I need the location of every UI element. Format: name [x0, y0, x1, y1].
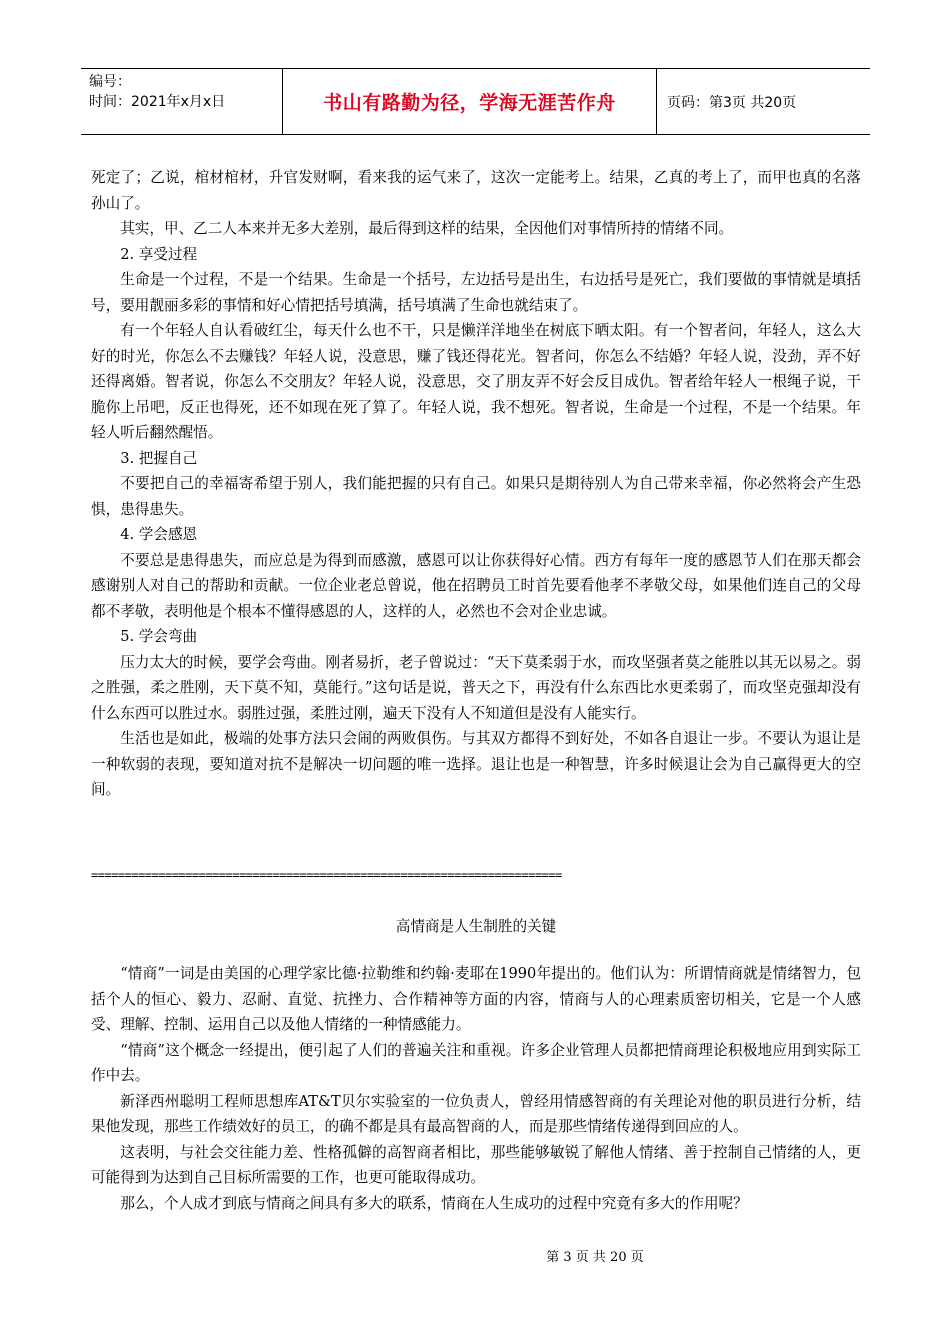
section2-body	[91, 961, 861, 1216]
divider-line: ======================================================================	[91, 868, 562, 882]
paragraph: “情商”这个概念一经提出，便引起了人们的普遍关注和重视。许多企业管理人员都把情商理论积极地应用到实际工作中去。	[91, 1041, 861, 1084]
paragraph: 有一个年轻人自认看破红尘，每天什么也不干，只是懒洋洋地坐在树底下晒太阳。有一个智者问，年轻人，这么大好的时光，你怎么不去赚钱？年轻人说，没意思，赚了钱还得花光。智者问，你怎么不结婚？年轻人说，没劲，弄不好还得离婚。智者说，你怎么不交朋友？年轻人说，没意思，交了朋友弄不好会反目成仇。智者给年轻人一根绳子说，干脆你上吊吧，反正也得死，还不如现在死了算了。年轻人说，我不想死。智者说，生命是一个过程，不是一个结果。年轻人听后翻然醒悟。	[91, 322, 861, 441]
section-heading: 5. 学会弯曲	[120, 628, 198, 645]
paragraph: 新泽西州聪明工程师思想库AT&T贝尔实验室的一位负责人，曾经用情感智商的有关理论对他的职员进行分析，结果他发现，那些工作绩效好的员工，的确不都是具有最高智商的人，而是那些情绪传递得到回应的人。	[91, 1092, 861, 1135]
paragraph: 生活也是如此，极端的处事方法只会闹的两败俱伤。与其双方都得不到好处，不如各自退让一步。不要认为退让是一种软弱的表现，要知道对抗不是解决一切问题的唯一选择。退让也是一种智慧，许多时候退让会为自己赢得更大的空间。	[91, 730, 861, 798]
paragraph: 不要把自己的幸福寄希望于别人，我们能把握的只有自己。如果只是期待别人为自己带来幸福，你必然将会产生恐惧，患得患失。	[91, 475, 861, 518]
page-footer: 第 3 页 共 20 页	[546, 1250, 644, 1265]
paragraph: 压力太大的时候，要学会弯曲。刚者易折，老子曾说过：“天下莫柔弱于水，而攻坚强者莫之能胜以其无以易之。弱之胜强，柔之胜刚，天下莫不知，莫能行。”这句话是说，普天之下，再没有什么东西比水更柔弱了，而攻坚克强却没有什么东西可以胜过水。弱胜过强，柔胜过刚，遍天下没有人不知道但是没有人能实行。	[91, 653, 861, 722]
section-heading: 3. 把握自己	[120, 449, 198, 467]
paragraph: “情商”一词是由美国的心理学家比德·拉勒维和约翰·麦耶在1990年提出的。他们认为：所谓情商就是情绪智力，包括个人的恒心、毅力、忍耐、直觉、抗挫力、合作精神等方面的内容，情商与人的心理素质密切相关，它是一个人感受、理解、控制、运用自己以及他人情绪的一种情感能力。	[91, 965, 861, 1033]
paragraph: 这表明，与社会交往能力差、性格孤僻的高智商者相比，那些能够敏锐了解他人情绪、善于控制自己情绪的人，更可能得到为达到自己目标所需要的工作，也更可能取得成功。	[91, 1143, 861, 1186]
paragraph: 不要总是患得患失，而应总是为得到而感激，感恩可以让你获得好心情。西方有每年一度的感恩节人们在那天都会感谢别人对自己的帮助和贡献。一位企业老总曾说，他在招聘员工时首先要看他孝不孝敬父母，如果他们连自己的父母都不孝敬，表明他是个根本不懂得感恩的人，这样的人，必然也不会对企业忠诚。	[91, 551, 861, 620]
article-title: 高情商是人生制胜的关键	[395, 918, 557, 935]
section1-body	[91, 165, 861, 803]
number-label: 编号：	[89, 74, 131, 90]
motto: 书山有路勤为径，学海无涯苦作舟	[323, 92, 616, 114]
header-motto-cell	[283, 69, 657, 134]
page-info: 页码：第3页 共20页	[667, 94, 797, 111]
time-label: 时间：2021年x月x日	[89, 94, 226, 110]
section-heading: 4. 学会感恩	[120, 526, 198, 543]
header-page-cell	[657, 69, 870, 134]
section-heading: 2. 享受过程	[120, 245, 198, 263]
paragraph: 生命是一个过程，不是一个结果。生命是一个括号，左边括号是出生，右边括号是死亡，我们要做的事情就是填括号，要用靓丽多彩的事情和好心情把括号填满，括号填满了生命也就结束了。	[91, 271, 861, 314]
paragraph: 那么，个人成才到底与情商之间具有多大的联系，情商在人生成功的过程中究竟有多大的作用呢？	[120, 1194, 748, 1212]
page-header	[81, 68, 870, 135]
paragraph: 其实，甲、乙二人本来并无多大差别，最后得到这样的结果，全因他们对事情所持的情绪不同。	[120, 220, 734, 237]
header-left-cell	[81, 69, 283, 134]
paragraph: 死定了；乙说，棺材棺材，升官发财啊，看来我的运气来了，这次一定能考上。结果，乙真的考上了，而甲也真的名落孙山了。	[91, 169, 861, 212]
